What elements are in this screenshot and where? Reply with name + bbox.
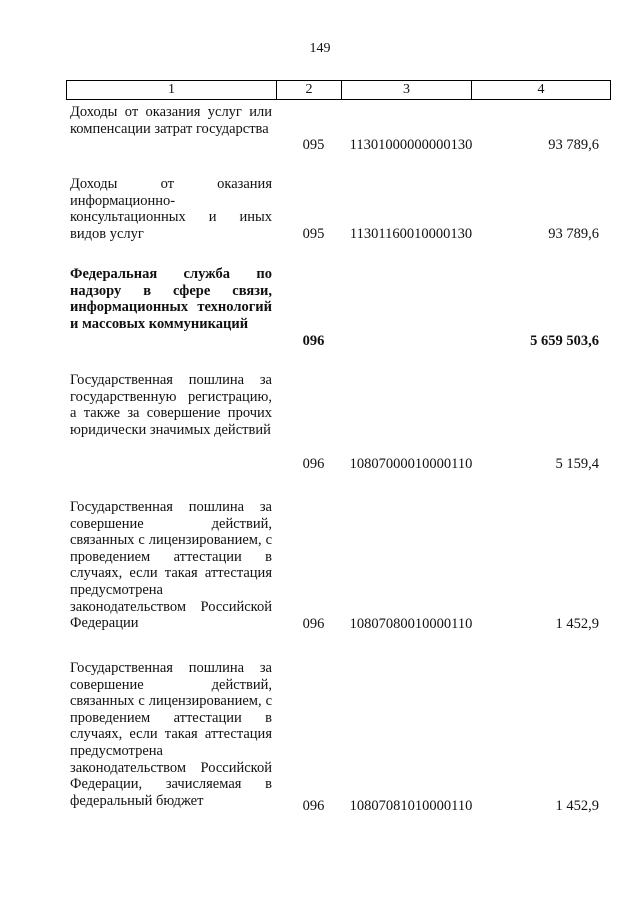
row-kbk: 11301000000000130	[349, 137, 473, 154]
table-row	[70, 176, 611, 243]
row-amount: 5 159,4	[555, 456, 599, 473]
header-col-3: 3	[342, 81, 472, 99]
row-description: Доходы от оказания информационно-консультационных и иных видов услуг	[70, 176, 272, 242]
row-code: 096	[302, 333, 325, 350]
row-code: 096	[302, 798, 325, 815]
row-description: Государственная пошлина за совершение действий, связанных с лицензированием, с проведением аттестации в случаях, если такая аттестация предусмотрена законодательством Российской Федерации	[70, 499, 272, 632]
row-code: 095	[302, 137, 325, 154]
row-amount: 93 789,6	[548, 226, 599, 243]
table-row	[70, 499, 611, 633]
table-row	[70, 104, 611, 154]
page-number: 149	[309, 41, 331, 56]
row-description: Федеральная служба по надзору в сфере связи, информационных технологий и массовых коммуникаций	[70, 266, 272, 332]
row-code: 096	[302, 456, 325, 473]
header-col-2: 2	[277, 81, 342, 99]
row-kbk: 11301160010000130	[349, 226, 473, 243]
row-amount: 93 789,6	[548, 137, 599, 154]
row-kbk: 10807000010000110	[349, 456, 473, 473]
row-amount: 1 452,9	[555, 798, 599, 815]
row-amount: 5 659 503,6	[530, 333, 599, 350]
table-row	[70, 266, 611, 350]
row-description: Государственная пошлина за совершение действий, связанных с лицензированием, с проведением аттестации в случаях, если такая аттестация предусмотрена законодательством Российской Федерации, зачисляемая в федеральный бюджет	[70, 660, 272, 809]
table-row	[70, 660, 611, 815]
row-code: 095	[302, 226, 325, 243]
header-col-4: 4	[537, 82, 545, 97]
row-description: Государственная пошлина за государственную регистрацию, а также за совершение прочих юридически значимых действий	[70, 372, 272, 438]
row-kbk: 10807080010000110	[349, 616, 473, 633]
row-amount: 1 452,9	[555, 616, 599, 633]
table-row	[70, 372, 611, 473]
row-kbk: 10807081010000110	[349, 798, 473, 815]
table-header	[66, 80, 611, 100]
header-col-1: 1	[67, 81, 277, 99]
row-description: Доходы от оказания услуг или компенсации затрат государства	[70, 104, 272, 137]
row-code: 096	[302, 616, 325, 633]
